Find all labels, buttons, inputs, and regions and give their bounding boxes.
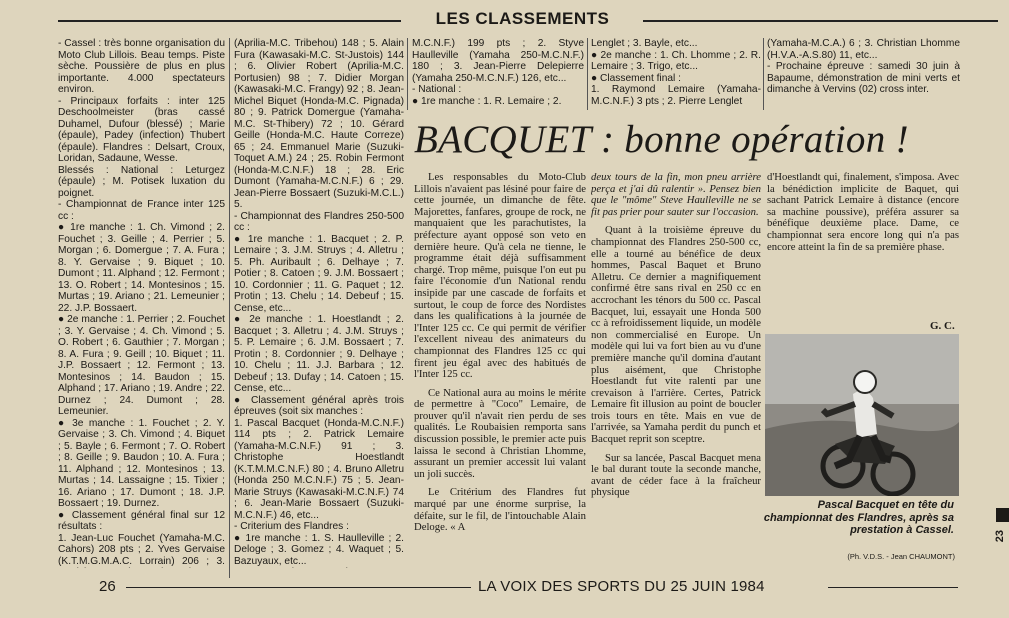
article-paragraph: Le Critérium des Flandres fut marqué par une énorme surprise, la défaite, sur le fil, de l'intouchable Alain Deloge. « A: [414, 486, 586, 534]
page-footer: [58, 578, 958, 600]
column-divider: [229, 38, 230, 578]
article-paragraph: Sur sa lancée, Pascal Bacquet mena le bal durant toute la seconde manche, avant de céder face à la fraîcheur physique: [591, 451, 761, 499]
results-paragraph: M.C.N.F.) 199 pts ; 2. Styve Haulleville (Yamaha 250-M.C.N.F.) 180 ; 3. Jean-Pierre Delepierre (Yamaha 250-M.C.N.F.) 126, etc...: [412, 38, 584, 84]
article-column-3: [767, 172, 959, 322]
results-paragraph: ● Classement général final sur 12 résultats :: [58, 509, 225, 532]
results-column-2: [234, 38, 404, 568]
results-paragraph: - Principaux forfaits : inter 125 Deschoolmeister (bras cassé Duhamel, Dufour (blessé) ; Marie (épaule), Padey (infection) Thubert (épaule). Flandres : Delsart, Croux, Loridan, Sadaune, Wesse.: [58, 95, 225, 164]
section-header: [58, 8, 998, 32]
photo-credit: (Ph. V.D.S. - Jean CHAUMONT): [847, 552, 955, 561]
results-paragraph: ● 1re manche : 1. Bacquet ; 2. P. Lemaire ; 3. J.M. Struys ; 4. Alletru ; 5. Ph. Auribault ; 6. Delhaye ; 7. Potier ; 8. Catoen ; 9. J.M. Bossaert ; 10. Cordonnier ; 11. G. Paquet ; 12. Protin ; 13. Chelu ; 14. Debeuf ; 15. Cense, etc...: [234, 233, 404, 314]
results-paragraph: Blessés : National : Leturgez (épaule) ; M. Potisek luxation du poignet.: [58, 164, 225, 199]
footer-rule-left: [126, 587, 471, 588]
motocross-photo: [765, 334, 959, 496]
footer-rule-right: [828, 587, 958, 588]
publication-line: LA VOIX DES SPORTS DU 25 JUIN 1984: [478, 578, 765, 595]
results-paragraph: (Yamaha-M.C.A.) 6 ; 3. Christian Lhomme (H.V.A.-A.S.80) 11, etc...: [767, 38, 960, 61]
results-paragraph: ● 1re manche : 1. Ch. Vimond ; 2. Fouchet ; 3. Geille ; 4. Perrier ; 5. Morgan ; 6. Domergue ; 7. A. Fura ; 8. Y. Gervaise ; 9. Biquet ; 10. Dumont ; 11. Alphand ; 12. Fermont ; 13. O. Robert ; 14. Montesinos ; 15. Murtas ; 19. Ariano ; 21. Lemeunier ; 22. J.P. Bossaert.: [58, 222, 225, 314]
header-rule-right: [643, 20, 998, 22]
article-headline: BACQUET : bonne opération !: [414, 118, 909, 161]
results-paragraph: ● 2e manche : 1. Perrier ; 2. Fouchet ; 3. Y. Gervaise ; 4. Ch. Vimond ; 5. O. Robert ; 6. Gauthier ; 7. Morgan ; 8. A. Fura ; 9. Geill ; 10. Biquet ; 11. J.P. Bossaert ; 12. Fermont ; 13. Montesinos ; 14. Baudon ; 15. Alphand ; 17. Ariano ; 19. Andre ; 22. Durnez ; 24. Dumont ; 28. Lemeunier.: [58, 314, 225, 417]
results-paragraph: - Prochaine épreuve : samedi 30 juin à Bapaume, démonstration de mini verts et dimanche à Vervins (02) cross inter.: [767, 61, 960, 95]
results-paragraph: ● 2e manche : 1. Ch. Lhomme ; 2. R. Lemaire ; 3. Trigo, etc...: [591, 49, 761, 72]
article-paragraph: Quant à la troisième épreuve du championnat des Flandres 250-500 cc, elle a tourné au bénéfice de deux hommes, Pascal Baquet et Bruno Alletru. Ce dernier a magnifiquement confirmé être sans rival en 250 cc en accrochant les ténors du 500 cc. Pascal Bacquet, lui, essayait une Honda 500 cc à refroidissement liquide, un modèle non commercialisé en Europe. Un modèle qui lui va fort bien au vu d'une première manche qu'il domina d'autant plus aisément, que Christophe Hoestlandt fut vite ralenti par une crevaison à l'arrière. Certes, Patrick Lemaire fit illusion au point de boucler trois tours en tête. Mais en vue de l'arrivée, sa Yamaha perdit du punch et Bacquet reprit son sceptre.: [591, 224, 761, 446]
results-paragraph: 1. Pascal Bacquet (Honda-M.C.N.F.) 114 pts ; 2. Patrick Lemaire (Yamaha-M.C.N.F.) 91 ; 3. Christophe Hoestlandt (K.T.M.M.C.N.F.) 80 ; 4. Bruno Alletru (Honda 250 M.C.N.F.) 75 ; 5. Jean-Marie Struys (Kawasaki-M.C.N.F.) 74 ; 6. Jean-Marie Bossaert (Suzuki-M.C.N.F.) 46, etc...: [234, 417, 404, 521]
results-paragraph: ● Classement final :: [591, 72, 681, 84]
results-column-1: [58, 38, 225, 568]
results-paragraph: [234, 567, 404, 568]
article-column-2: [591, 172, 761, 582]
article-paragraph: Ce National aura au moins le mérite de permettre à "Coco" Lemaire, de prouver qu'il n'avait rien perdu de ses qualités. Le Roubaisien remporta sans discussion possible, le premier acte puis laissa le second à Christian Lhomme, assurant un premier accessit lui valant un joli succès.: [414, 386, 586, 480]
results-paragraph: Lenglet ; 3. Bayle, etc...: [591, 38, 698, 49]
photo-caption: Pascal Bacquet en tête du championnat des Flandres, après sa prestation à Cassel.: [763, 499, 954, 536]
section-title: LES CLASSEMENTS: [435, 9, 610, 28]
article-column-1: [414, 172, 586, 582]
results-paragraph: ● 1re manche : 1. S. Haulleville ; 2. Deloge ; 3. Gomez ; 4. Waquet ; 5. Bazuyaux, etc...: [234, 532, 404, 567]
side-marker: [996, 508, 1009, 522]
results-paragraph: ● 3e manche : 1. Fouchet ; 2. Y. Gervaise ; 3. Ch. Vimond ; 4. Biquet ; 5. Bayle ; 6. Fermont ; 7. O. Robert ; 8. Geille ; 9. Baudon ; 10. A. Fura ; 11. Alphand ; 12. Montesinos ; 13. Murtas ; 14. Lassaigne ; 15. Tixier ; 16. Ariano ; 17. Dumont ; 18. J.P. Bossaert ; 19. Durnez.: [58, 417, 225, 509]
page-number: 26: [99, 578, 116, 595]
results-paragraph: ● 2e manche : 1. Hoestlandt ; 2. Bacquet ; 3. Alletru ; 4. J.M. Struys ; 5. P. Lemaire ; 6. J.M. Bossaert ; 7. Protin ; 8. Cordonnier ; 9. Delhaye ; 10. Chelu ; 11. J.J. Barbara ; 12. Debeuf ; 13. Dufay ; 14. Catoen ; 15. Cense, etc...: [234, 314, 404, 394]
results-paragraph: - National :: [412, 84, 462, 95]
article-paragraph: d'Hoestlandt qui, finalement, s'imposa. Avec la bénédiction implicite de Baquet, qui sachant Patrick Lemaire à distance (encore sa machine poussive), préféra assurer sa bénéfique deuxième place. Dame, ce championnat sera encore long qui n'a pas encore atteint la fin de sa première phase.: [767, 172, 959, 253]
results-paragraph: ● 1re manche : 1. R. Lemaire ; 2.: [412, 95, 562, 107]
author-signature: G. C.: [930, 320, 955, 332]
results-paragraph: - Criterium des Flandres :: [234, 521, 349, 532]
results-paragraph: - Championnat des Flandres 250-500 cc :: [234, 210, 404, 233]
article-paragraph: deux tours de la fin, mon pneu arrière perça et j'ai dû ralentir ». Pensez bien que le "môme" Steve Haulleville ne se fit pas prier pour sauter sur l'occasion.: [591, 172, 761, 218]
column-divider: [407, 38, 408, 110]
results-paragraph: 1. Jean-Luc Fouchet (Yamaha-M.C. Cahors) 208 pts ; 2. Yves Gervaise (K.T.M.G.M.A.C. Lorrain) 206 ; 3.: [58, 532, 225, 567]
rider-illustration: [765, 334, 959, 496]
article-paragraph: Les responsables du Moto-Club Lillois n'avaient pas lésiné pour faire de cette journée, un dimanche de fête. Majorettes, fanfares, groupe de rock, ne manquaient que les parachutistes, la préfecture ayant opposé son veto en dernière heure. Qu'à cela ne tienne, le programme était déjà suffisamment chargé. Trop même, puisque l'on eut pu faire l'économie d'un National rendu insipide par une cascade de forfaits et surtout, le coup de force des Nordistes dans les qualifications à la journée de l'Inter 125 cc. Ce qui permit de vérifier l'excellent niveau des animateurs du championnat des Flandres 125 cc qui firent jeu égal avec des habitués de l'Inter 125 cc.: [414, 172, 586, 381]
results-paragraph: ● Classement général après trois épreuves (soit six manches :: [234, 394, 404, 417]
column-divider: [587, 38, 588, 110]
side-page-number: 23: [994, 530, 1006, 543]
results-paragraph: - Cassel : très bonne organisation du Moto Club Lillois. Beau temps. Piste sèche. Poussière de plus en plus importante. 4.000 spectateurs environ.: [58, 38, 225, 95]
results-paragraph: (Aprilia-M.C. Tribehou) 148 ; 5. Alain Fura (Kawasaki-M.C. St-Justois) 144 ; 6. Olivier Robert (Aprilia-M.C. Portusien) 98 ; 7. Didier Morgan (Kawasaki-M.C. Frangy) 92 ; 8. Jean-Michel Biquet (Honda-M.C. Pignada) 80 ; 9. Patrick Domergue (Yamaha-M.C. St-Thibery) 72 ; 10. Gérard Geille (Honda-M.C. Haute Correze) 65 ; 24. Emmanuel Marie (Suzuki-Toquet A.M.) 24 ; 25. Robin Fermont (Honda-M.C.N.F.) 18 ; 28. Eric Dumont (Yamaha-M.C.N.F.) 6 ; 29. Jean-Pierre Bossaert (Suzuki-M.C.L.) 5.: [234, 38, 404, 210]
column-divider: [763, 38, 764, 110]
results-paragraph: 1. Raymond Lemaire (Yamaha-M.C.N.F.) 3 pts ; 2. Pierre Lenglet: [591, 84, 761, 107]
results-paragraph: - Championnat de France inter 125 cc :: [58, 199, 225, 222]
header-rule-left: [58, 20, 401, 22]
